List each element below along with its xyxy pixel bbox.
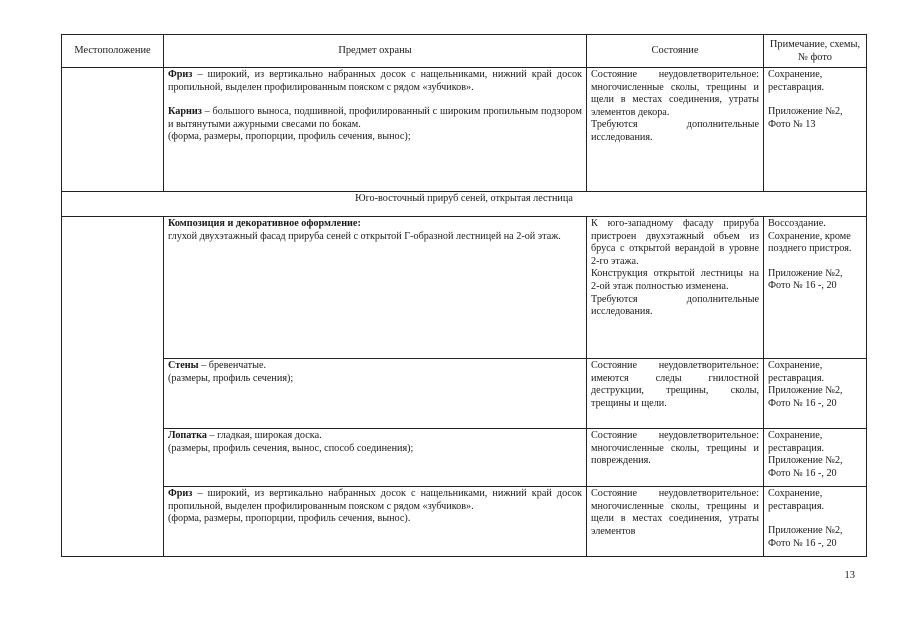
subject-text: – бревенчатые. xyxy=(198,360,267,371)
note-cell xyxy=(764,217,867,359)
note-paragraph: Сохранение, реставрация. xyxy=(768,69,825,93)
note-paragraph: Сохранение, реставрация. xyxy=(768,360,825,384)
condition-paragraph: Требуются дополнительные исследования. xyxy=(591,119,759,143)
subject-paragraph xyxy=(168,106,582,131)
note-cell xyxy=(764,68,867,192)
condition-paragraph: Состояние неудовлетворительное: многочисленные сколы, трещины и щели в местах соединения, утраты элементов xyxy=(591,488,759,537)
header-subject: Предмет охраны xyxy=(164,35,587,68)
note-paragraph: Приложение №2, Фото № 13 xyxy=(768,106,843,130)
header-condition: Состояние xyxy=(587,35,764,68)
condition-paragraph: К юго-западному фасаду прируба пристроен двухэтажный объем из бруса с открытой верандой в уровне 2-го этажа. xyxy=(591,218,759,267)
subject-paragraph xyxy=(168,430,582,443)
subject-cell xyxy=(164,487,587,557)
condition-paragraph: Требуются дополнительные исследования. xyxy=(591,293,759,318)
subject-paragraph xyxy=(168,360,582,373)
subject-text: – широкий, из вертикально набранных досок с нащельниками, нижний край досок пропильной, выделен профилированным пояском с рядом «зубчиков». xyxy=(168,69,582,93)
header-row xyxy=(62,35,867,68)
table-row xyxy=(62,359,867,429)
subject-paragraph: (размеры, профиль сечения, вынос, способ соединения); xyxy=(168,442,414,454)
note-cell xyxy=(764,429,867,487)
table-row xyxy=(62,429,867,487)
note-paragraph: Сохранение, реставрация. xyxy=(768,430,825,454)
subject-paragraph: глухой двухэтажный фасад прируба сеней с открытой Г-образной лестницей на 2-ой этаж. xyxy=(168,230,561,242)
condition-paragraph: Конструкция открытой лестницы на 2-ой этаж полностью изменена. xyxy=(591,268,759,292)
table-row xyxy=(62,487,867,557)
subject-paragraph xyxy=(168,218,582,231)
location-cell xyxy=(62,68,164,192)
note-cell xyxy=(764,359,867,429)
note-paragraph: Воссоздание. Сохранение, кроме позднего пристроя. xyxy=(768,218,852,255)
page-number: 13 xyxy=(844,570,855,581)
note-paragraph: Сохранение, реставрация. xyxy=(768,488,825,512)
section-row xyxy=(62,192,867,217)
subject-paragraph xyxy=(168,69,582,94)
condition-paragraph: Состояние неудовлетворительное: многочисленные сколы, трещины и щели в местах соединения, утраты элементов декора. xyxy=(591,69,759,118)
condition-cell xyxy=(587,359,764,429)
note-paragraph: Приложение №2, Фото № 16 -, 20 xyxy=(768,525,843,549)
note-paragraph: Приложение №2, Фото № 16 -, 20 xyxy=(768,385,843,409)
note-paragraph: Приложение №2, Фото № 16 -, 20 xyxy=(768,267,843,292)
condition-cell xyxy=(587,217,764,359)
subject-text: – гладкая, широкая доска. xyxy=(206,430,322,441)
subject-paragraph: (размеры, профиль сечения); xyxy=(168,372,294,384)
location-cell xyxy=(62,217,164,557)
protection-table xyxy=(61,34,867,557)
note-cell xyxy=(764,487,867,557)
subject-cell xyxy=(164,68,587,192)
subject-paragraph: (форма, размеры, пропорции, профиль сечения, вынос). xyxy=(168,513,411,525)
table-row xyxy=(62,217,867,359)
subject-text: – большого выноса, подшивной, профилированный с широким пропильным подзором и вытянутыми ажурными свесами по бокам. xyxy=(168,106,582,130)
subject-cell xyxy=(164,429,587,487)
subject-paragraph xyxy=(168,488,582,513)
subject-term: Фриз xyxy=(168,488,193,499)
header-note: Примечание, схемы, № фото xyxy=(764,35,867,68)
subject-term: Композиция и декоративное оформление: xyxy=(168,218,361,229)
note-paragraph: Приложение №2, Фото № 16 -, 20 xyxy=(768,455,843,479)
condition-cell xyxy=(587,68,764,192)
subject-term: Фриз xyxy=(168,69,193,80)
condition-cell xyxy=(587,429,764,487)
subject-cell xyxy=(164,359,587,429)
subject-term: Стены xyxy=(168,360,199,371)
condition-paragraph: Состояние неудовлетворительное: многочисленные сколы, трещины и повреждения. xyxy=(591,430,759,467)
subject-text: – широкий, из вертикально набранных досок с нащельниками, нижний край досок пропильной, выделен профилированным пояском с рядом «зубчиков». xyxy=(168,488,582,512)
condition-cell xyxy=(587,487,764,557)
subject-term: Карниз xyxy=(168,106,202,118)
section-title: Юго-восточный прируб сеней, открытая лестница xyxy=(62,192,867,217)
condition-paragraph: Состояние неудовлетворительное: имеются следы гнилостной деструкции, трещины, сколы, трещины и щели. xyxy=(591,360,759,409)
table-row xyxy=(62,68,867,192)
subject-cell xyxy=(164,217,587,359)
subject-paragraph: (форма, размеры, пропорции, профиль сечения, вынос); xyxy=(168,131,411,143)
subject-term: Лопатка xyxy=(168,430,207,441)
header-location: Местоположение xyxy=(62,35,164,68)
